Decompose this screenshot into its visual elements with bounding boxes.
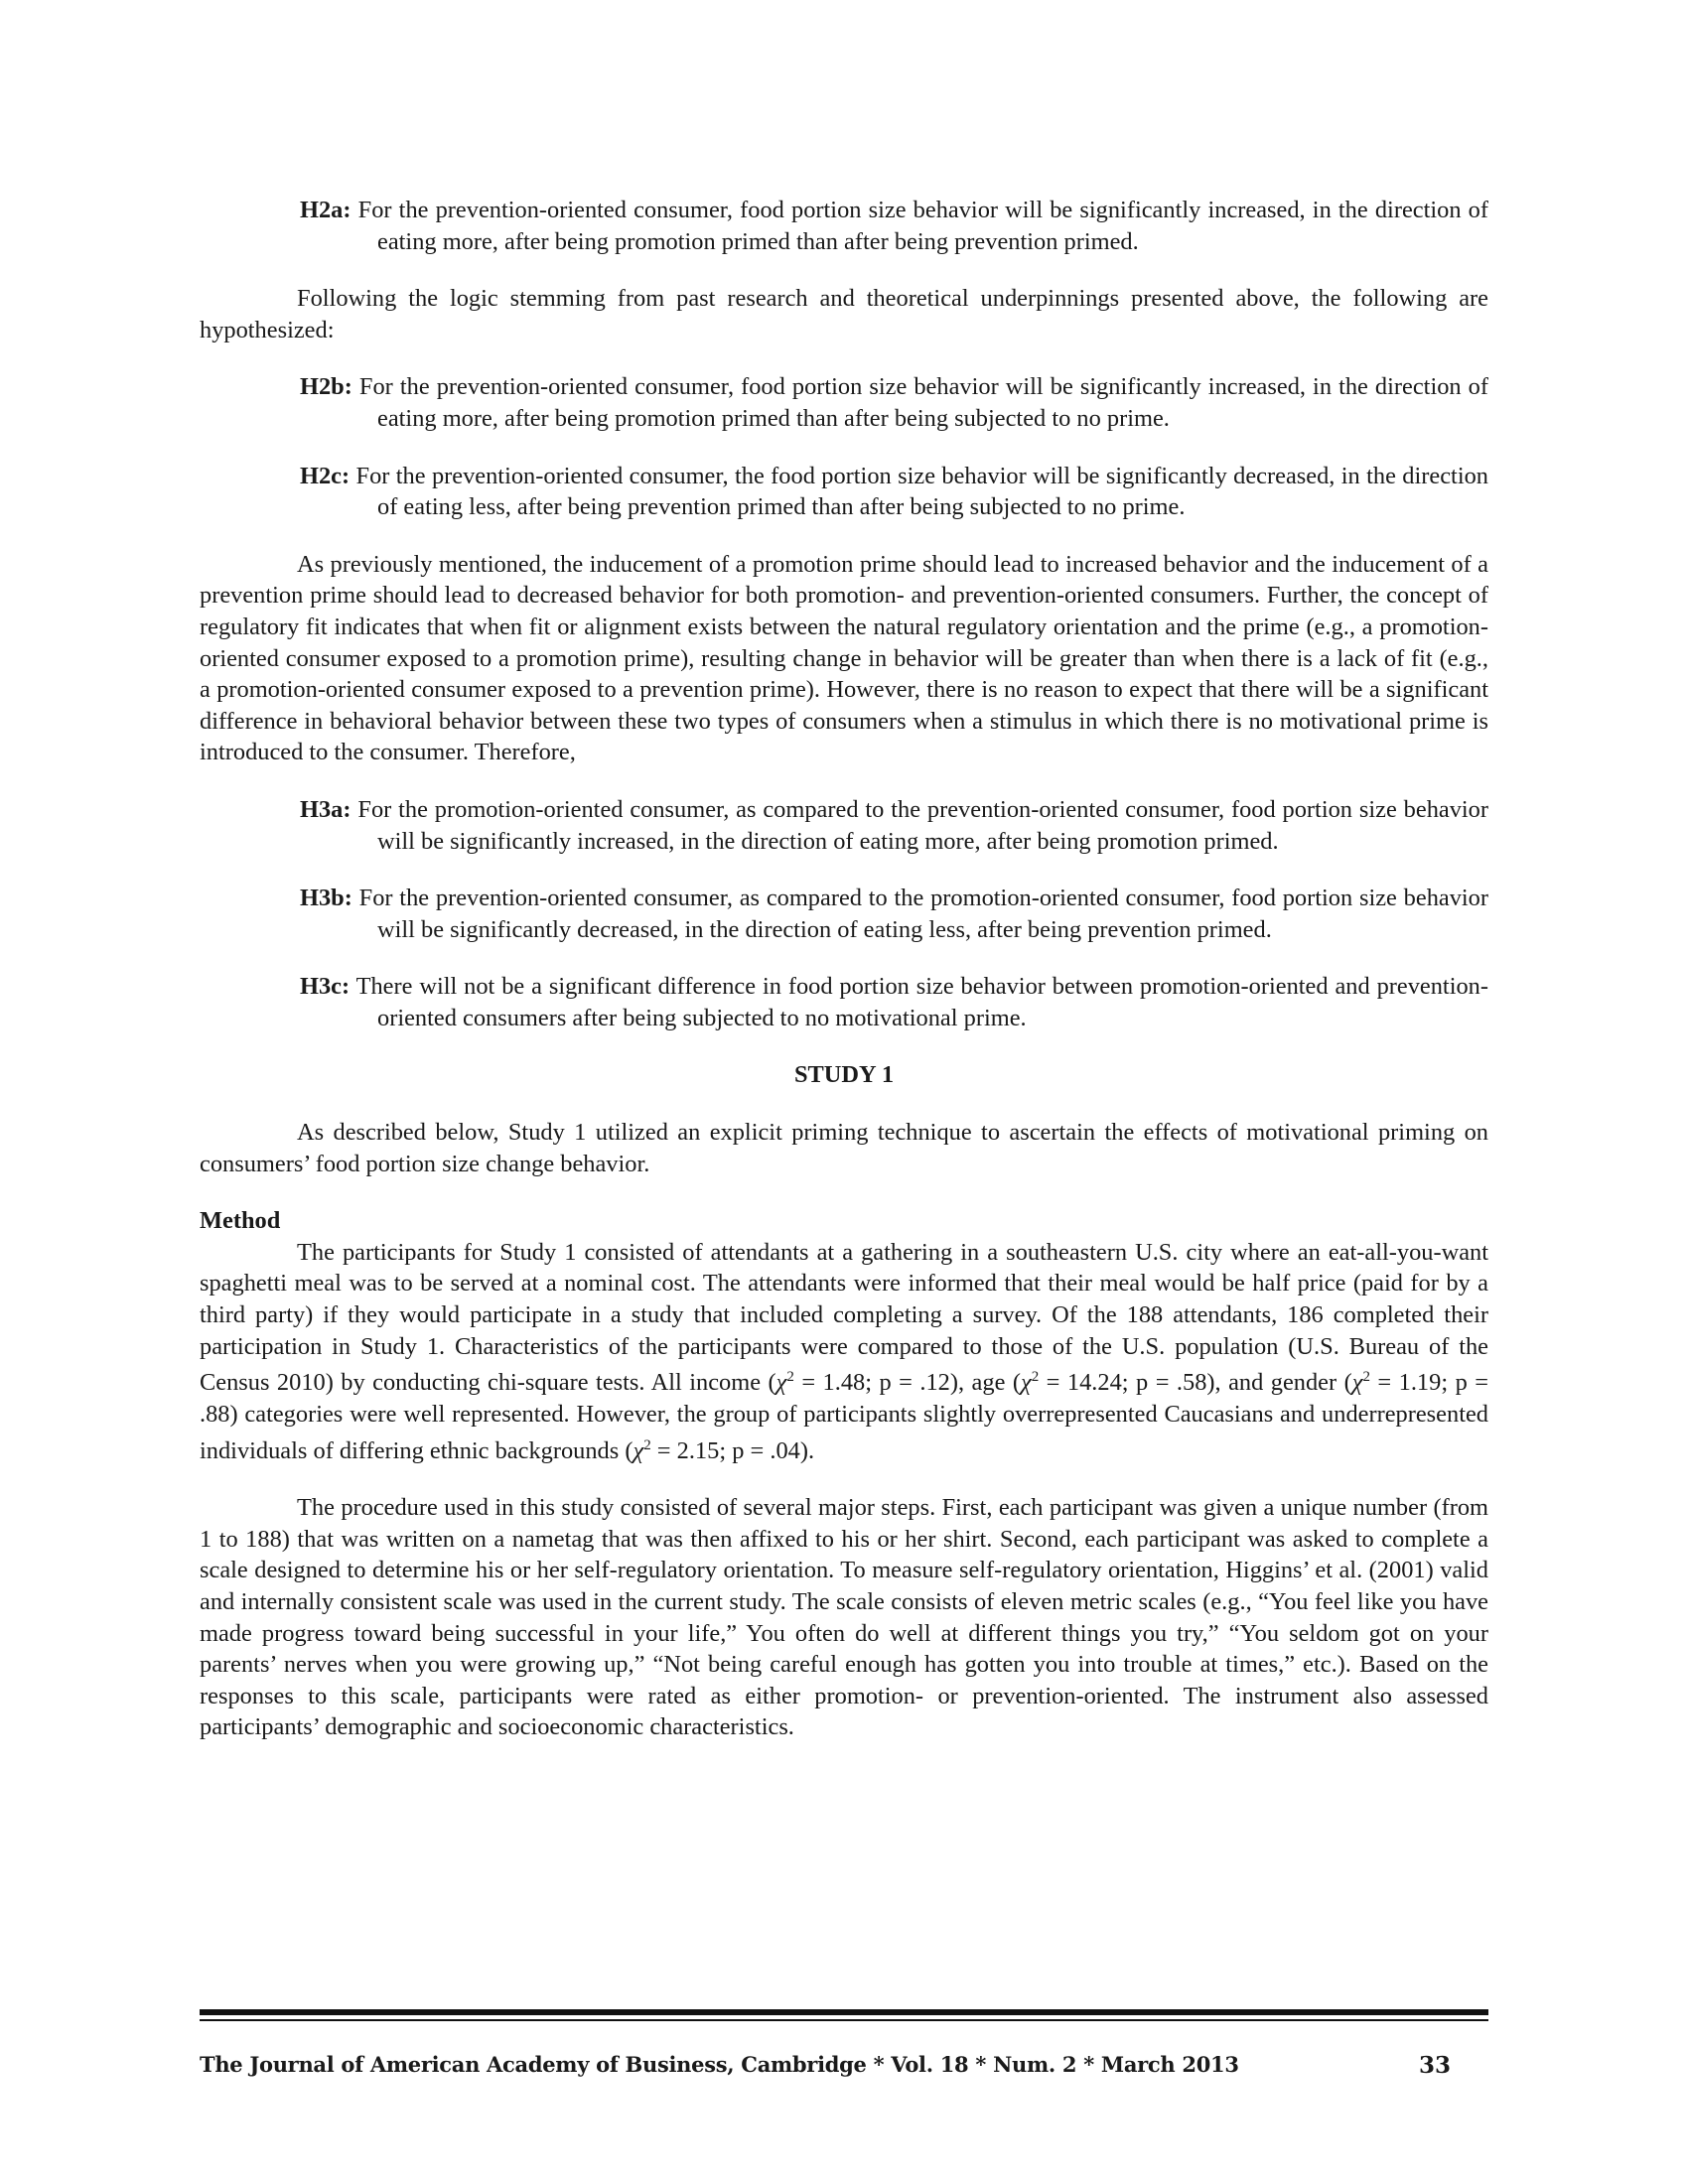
footer-rule-thin xyxy=(200,2019,1488,2021)
hypothesis-text: There will not be a significant difference in food portion size behavior between promotion-oriented and prevention-oriented consumers after being subjected to no motivational prime. xyxy=(350,973,1488,1031)
method-heading: Method xyxy=(200,1207,281,1235)
superscript: 2 xyxy=(1362,1369,1370,1386)
method-paragraph xyxy=(200,1237,1488,1466)
footer-rule-thick xyxy=(200,2009,1488,2015)
hypothesis-label: H2a: xyxy=(300,197,352,223)
hypothesis-text: For the promotion-oriented consumer, as compared to the prevention-oriented consumer, food portion size behavior will be significantly increased, in the direction of eating more, after being promotion primed. xyxy=(351,795,1488,855)
study-intro-paragraph: As described below, Study 1 utilized an explicit priming technique to ascertain the effects of motivational priming on consumers’ food portion size change behavior. xyxy=(200,1119,1488,1177)
hypothesis-label: H3c: xyxy=(300,973,351,1001)
method-text: = 14.24; p = .58), and gender ( xyxy=(1039,1369,1352,1397)
hypothesis-label: H2b: xyxy=(300,373,352,401)
page-number: 33 xyxy=(1418,2052,1451,2079)
hypothesis-text: For the prevention-oriented consumer, food portion size behavior will be significantly increased, in the direction of eating more, after being promotion primed than after being prevention primed. xyxy=(351,197,1488,255)
page-body xyxy=(200,195,1488,1743)
chi-symbol: χ xyxy=(1351,1369,1363,1397)
chi-symbol: χ xyxy=(1020,1369,1032,1397)
hypothesis-h3a xyxy=(300,794,1488,857)
chi-symbol: χ xyxy=(775,1369,787,1397)
hypothesis-h3b xyxy=(300,883,1488,945)
journal-citation: The Journal of American Academy of Business, Cambridge * Vol. 18 * Num. 2 * March 2013 xyxy=(200,2052,1239,2077)
hypothesis-text: For the prevention-oriented consumer, the food portion size behavior will be significantly decreased, in the direction of eating less, after being prevention primed than after being subjected to no prime. xyxy=(350,462,1488,521)
method-text: = 2.15; p = .04). xyxy=(650,1436,815,1464)
hypothesis-label: H3b: xyxy=(300,885,352,912)
hypothesis-label: H3a: xyxy=(300,795,352,823)
hypothesis-h2a xyxy=(300,195,1488,257)
method-text: The participants for Study 1 consisted of attendants at a gathering in a southeastern U.S. city where an eat-all-you-want spaghetti meal was to be served at a nominal cost. The attendants were informed that their meal would be half price (paid for by a third party) if they would participate in a study that included completing a survey. Of the 188 attendants, 186 completed their participation in Study 1. Characteristics of the participants were compared to those of the U.S. population (U.S. Bureau of the Census 2010) by conducting chi-square tests. All income ( xyxy=(200,1238,1488,1397)
intro-paragraph: Following the logic stemming from past research and theoretical underpinnings presented above, the following are hypothesized: xyxy=(200,285,1488,343)
regulatory-fit-paragraph: As previously mentioned, the inducement of a promotion prime should lead to increased behavior and the inducement of a prevention prime should lead to decreased behavior for both promotion- and prevention-oriented consumers. Further, the concept of regulatory fit indicates that when fit or alignment exists between the natural regulatory orientation and the prime (e.g., a promotion-oriented consumer exposed to a promotion prime), resulting change in behavior will be greater than when there is a lack of fit (e.g., a promotion-oriented consumer exposed to a prevention prime). However, there is no reason to expect that there will be a significant difference in behavioral behavior between these two types of consumers when a stimulus in which there is no motivational prime is introduced to the consumer. Therefore, xyxy=(200,550,1488,766)
procedure-paragraph: The procedure used in this study consisted of several major steps. First, each participant was given a unique number (from 1 to 188) that was written on a nametag that was then affixed to his or her shirt. Second, each participant was asked to complete a scale designed to determine his or her self-regulatory orientation. To measure self-regulatory orientation, Higgins’ et al. (2001) valid and internally consistent scale was used in the current study. The scale consists of eleven metric scales (e.g., “You feel like you have made progress toward being successful in your life,” You often do well at different things you try,” “You seldom got on your parents’ nerves when you were growing up,” “Not being careful enough has gotten you into trouble at times,” etc.). Based on the responses to this scale, participants were rated as either promotion- or prevention-oriented. The instrument also assessed participants’ demographic and socioeconomic characteristics. xyxy=(200,1494,1488,1741)
superscript: 2 xyxy=(643,1436,651,1453)
hypothesis-h2c xyxy=(300,461,1488,523)
hypothesis-text: For the prevention-oriented consumer, as compared to the promotion-oriented consumer, food portion size behavior will be significantly decreased, in the direction of eating less, after being prevention primed. xyxy=(352,885,1488,943)
chi-symbol: χ xyxy=(633,1436,644,1464)
hypothesis-text: For the prevention-oriented consumer, food portion size behavior will be significantly increased, in the direction of eating more, after being promotion primed than after being subjected to no prime. xyxy=(352,373,1488,432)
hypothesis-h2b xyxy=(300,371,1488,434)
superscript: 2 xyxy=(1031,1369,1040,1386)
hypothesis-label: H2c: xyxy=(300,462,351,489)
study-heading: STUDY 1 xyxy=(793,1061,895,1089)
method-text: = 1.48; p = .12), age ( xyxy=(793,1369,1021,1397)
hypothesis-h3c xyxy=(300,971,1488,1033)
superscript: 2 xyxy=(786,1369,794,1386)
method-text: = 1.19; p = .88) categories were well represented. However, the group of participants slightly overrepresented Caucasians and underrepresented individuals of differing ethnic backgrounds ( xyxy=(200,1369,1488,1464)
